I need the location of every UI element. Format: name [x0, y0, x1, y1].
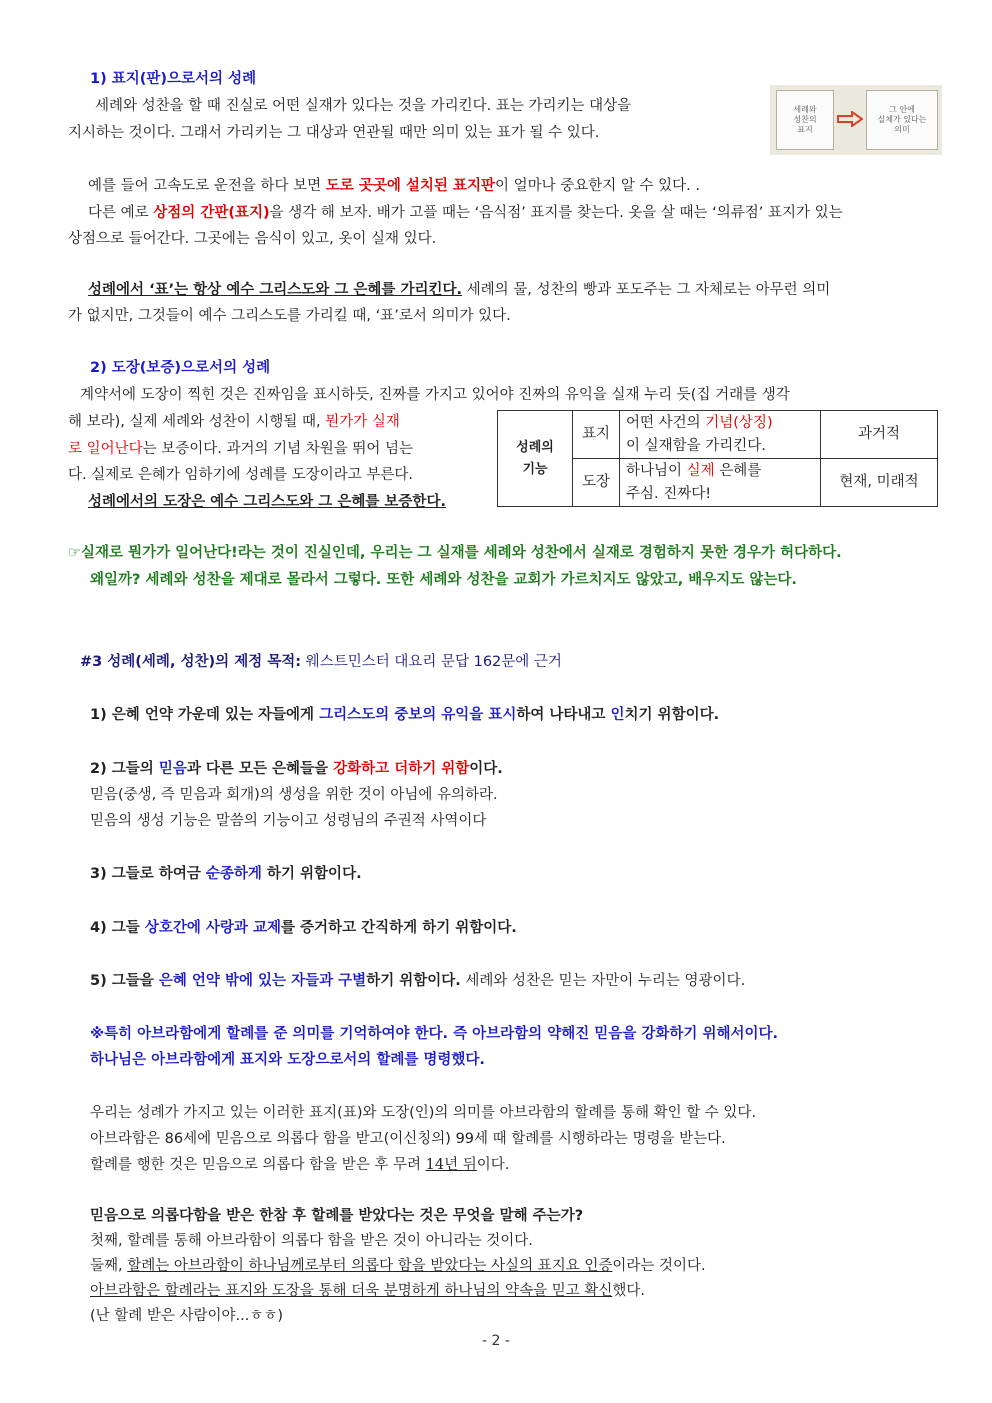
table-sign-time: 과거적 — [821, 411, 938, 459]
section-1-line-2: 지시하는 것이다. 그래서 가리키는 그 대상과 연관될 때만 의미 있는 표가 될 수 있다. — [68, 125, 600, 141]
answer-2: 둘째, 할례는 아브라함이 하나님께로부터 의롭다 함을 받았다는 사실의 표지요 인증이라는 것이다. — [90, 1258, 706, 1274]
figure-left-box: 세례와 성찬의 표지 — [776, 90, 834, 150]
example-store-line-1: 다른 예로 상점의 간판(표지)을 생각 해 보자. 배가 고플 때는 ‘음식점’ 표지를 찾는다. 옷을 살 때는 ‘의류점’ 표지가 있는 — [88, 205, 843, 221]
section-3-title: #3 성례(세례, 성찬)의 제정 목적: 웨스트민스터 대요리 문답 162문에 근거 — [80, 654, 562, 670]
purpose-4: 4) 그들 상호간에 사랑과 교제를 증거하고 간직하게 하기 위함이다. — [90, 920, 517, 936]
key-sign-line-1: 성례에서 ‘표’는 항상 예수 그리스도와 그 은혜를 가리킨다. 세례의 물, 성찬의 빵과 포도주는 그 자체로는 아무런 의미 — [88, 282, 831, 298]
special-note-1: ※특히 아브라함에게 할례를 준 의미를 기억하여야 한다. 즉 아브라함의 약해진 믿음을 강화하기 위해서이다. — [90, 1026, 778, 1042]
section-2-line-4: 다. 실제로 은혜가 임하기에 성례를 도장이라고 부른다. — [68, 467, 414, 483]
sacrament-function-table — [497, 410, 938, 507]
purpose-2-note-2: 믿음의 생성 기능은 말씀의 기능이고 성령님의 주권적 사역이다 — [90, 813, 487, 829]
pointing-hand-icon: ☞ — [68, 545, 81, 561]
sign-figure — [770, 85, 942, 155]
table-sign-desc: 어떤 사건의 기념(상징) 이 실재함을 가리킨다. — [620, 411, 821, 459]
purpose-1: 1) 은혜 언약 가운데 있는 자들에게 그리스도의 중보의 유익을 표시하여 나타내고 인치기 위함이다. — [90, 707, 720, 723]
section-2-line-3: 로 일어난다는 보증이다. 과거의 기념 차원을 뛰어 넘는 — [68, 441, 414, 457]
abraham-line-1: 우리는 성례가 가지고 있는 이러한 표지(표)와 도장(인)의 의미를 아브라함의 할례를 통해 확인 할 수 있다. — [90, 1105, 757, 1121]
purpose-2-note-1: 믿음(중생, 즉 믿음과 회개)의 생성을 위한 것이 아님에 유의하라. — [90, 787, 498, 803]
section-2-line-2: 해 보라), 실제 세례와 성찬이 시행될 때, 뭔가가 실재 — [68, 414, 400, 430]
section-1-line-1: 세례와 성찬을 할 때 진실로 어떤 실재가 있다는 것을 가리킨다. 표는 가리키는 대상을 — [95, 98, 632, 114]
figure-right-box: 그 안에 실체가 있다는 의미 — [866, 90, 938, 150]
table-seal-time: 현재, 미래적 — [821, 459, 938, 507]
key-sign-line-2: 가 없지만, 그것들이 예수 그리스도를 가리킬 때, ‘표’로서 의미가 있다. — [68, 308, 511, 324]
abraham-line-3: 할례를 행한 것은 믿음으로 의롭다 함을 받은 후 무려 14년 뒤이다. — [90, 1157, 510, 1173]
answer-1: 첫째, 할례를 통해 아브라함이 의롭다 함을 받은 것이 아니라는 것이다. — [90, 1233, 533, 1249]
page-number: - 2 - — [482, 1333, 510, 1349]
example-store-line-2: 상점으로 들어간다. 그곳에는 음식이 있고, 옷이 실재 있다. — [68, 231, 437, 247]
table-row — [498, 411, 938, 459]
purpose-3: 3) 그들로 하여금 순종하게 하기 위함이다. — [90, 866, 362, 882]
note-line-1: ☞실재로 뭔가가 일어난다!라는 것이 진실인데, 우리는 그 실재를 세례와 성찬에서 실재로 경험하지 못한 경우가 허다하다. — [68, 545, 842, 561]
purpose-2: 2) 그들의 믿음과 다른 모든 은혜들을 강화하고 더하기 위함이다. — [90, 761, 503, 777]
answer-4: (난 할례 받은 사람이야...ㅎㅎ) — [90, 1308, 284, 1324]
special-note-2: 하나님은 아브라함에게 표지와 도장으로서의 할례를 명령했다. — [90, 1052, 485, 1068]
table-key-seal: 도장 — [573, 459, 620, 507]
answer-3: 아브라함은 할례라는 표지와 도장을 통해 더욱 분명하게 하나님의 약속을 믿고 확신했다. — [90, 1283, 645, 1299]
section-2-line-1: 계약서에 도장이 찍힌 것은 진짜임을 표시하듯, 진짜를 가지고 있어야 진짜의 유익을 실재 누리 듯(집 거래를 생각 — [80, 387, 790, 403]
section-2-key: 성례에서의 도장은 예수 그리스도와 그 은혜를 보증한다. — [88, 494, 446, 510]
table-head: 성례의 기능 — [498, 411, 573, 507]
section-1-title: 1) 표지(판)으로서의 성례 — [90, 71, 257, 87]
table-seal-desc: 하나님이 실제 은혜를 주심. 진짜다! — [620, 459, 821, 507]
table-key-sign: 표지 — [573, 411, 620, 459]
note-line-2: 왜일까? 세례와 성찬을 제대로 몰라서 그렇다. 또한 세례와 성찬을 교회가 가르치지도 않았고, 배우지도 않는다. — [90, 572, 797, 588]
purpose-5: 5) 그들을 은혜 언약 밖에 있는 자들과 구별하기 위함이다. 세례와 성찬은 믿는 자만이 누리는 영광이다. — [90, 973, 746, 989]
section-2-title: 2) 도장(보증)으로서의 성례 — [90, 360, 271, 376]
example-highway: 예를 들어 고속도로 운전을 하다 보면 도로 곳곳에 설치된 표지판이 얼마나 중요한지 알 수 있다. . — [88, 178, 700, 194]
question: 믿음으로 의롭다함을 받은 한참 후 할례를 받았다는 것은 무엇을 말해 주는가? — [90, 1208, 584, 1224]
arrow-right-icon — [837, 111, 863, 127]
abraham-line-2: 아브라함은 86세에 믿음으로 의롭다 함을 받고(이신칭의) 99세 때 할례를 시행하라는 명령을 받는다. — [90, 1131, 726, 1147]
